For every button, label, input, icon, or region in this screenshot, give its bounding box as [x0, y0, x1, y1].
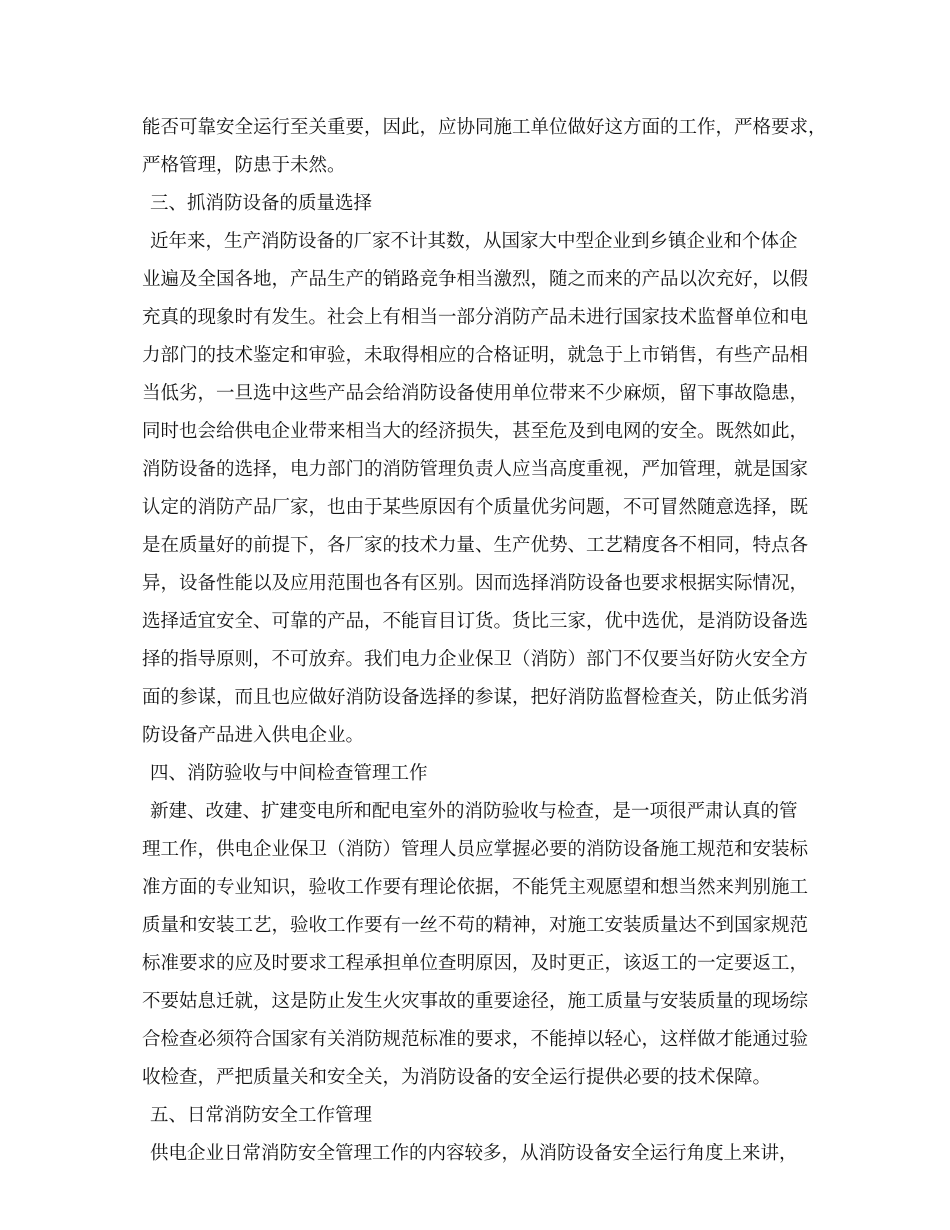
section-heading: 三、抓消防设备的质量选择	[150, 193, 373, 214]
text-line: 准方面的专业知识，验收工作要有理论依据，不能凭主观愿望和想当然来判别施工	[142, 877, 809, 898]
text-line: 选择适宜安全、可靠的产品，不能盲目订货。货比三家，优中选优，是消防设备选	[142, 611, 809, 632]
text-line: 不要姑息迁就，这是防止发生火灾事故的重要途径，施工质量与安装质量的现场综	[142, 991, 809, 1012]
text-line: 认定的消防产品厂家，也由于某些原因有个质量优劣问题，不可冒然随意选择，既	[142, 497, 809, 518]
text-line: 业遍及全国各地，产品生产的销路竞争相当激烈，随之而来的产品以次充好，以假	[142, 269, 809, 290]
text-line: 防设备产品进入供电企业。	[142, 725, 365, 746]
text-line: 是在质量好的前提下，各厂家的技术力量、生产优势、工艺精度各不相同，特点各	[142, 535, 809, 556]
section-heading: 五、日常消防安全工作管理	[150, 1105, 373, 1126]
text-line: 面的参谋，而且也应做好消防设备选择的参谋，把好消防监督检查关，防止低劣消	[142, 687, 809, 708]
text-line: 消防设备的选择，电力部门的消防管理负责人应当高度重视，严加管理，就是国家	[142, 459, 809, 480]
text-line: 收检查，严把质量关和安全关，为消防设备的安全运行提供必要的技术保障。	[142, 1067, 772, 1088]
text-line: 标准要求的应及时要求工程承担单位查明原因，及时更正，该返工的一定要返工，	[142, 953, 809, 974]
text-line: 合检查必须符合国家有关消防规范标准的要求，不能掉以轻心，这样做才能通过验	[142, 1029, 809, 1050]
text-line: 理工作，供电企业保卫（消防）管理人员应掌握必要的消防设备施工规范和安装标	[142, 839, 809, 860]
text-line: 新建、改建、扩建变电所和配电室外的消防验收与检查，是一项很严肃认真的管	[150, 801, 798, 822]
text-line: 充真的现象时有发生。社会上有相当一部分消防产品未进行国家技术监督单位和电	[142, 307, 809, 328]
text-line: 当低劣，一旦选中这些产品会给消防设备使用单位带来不少麻烦，留下事故隐患，	[142, 383, 809, 404]
text-line: 严格管理，防患于未然。	[142, 155, 346, 176]
text-line: 质量和安装工艺，验收工作要有一丝不苟的精神，对施工安装质量达不到国家规范	[142, 915, 809, 936]
text-line: 近年来，生产消防设备的厂家不计其数，从国家大中型企业到乡镇企业和个体企	[150, 231, 798, 252]
text-line: 同时也会给供电企业带来相当大的经济损失，甚至危及到电网的安全。既然如此，	[142, 421, 809, 442]
section-heading: 四、消防验收与中间检查管理工作	[150, 763, 428, 784]
text-line: 力部门的技术鉴定和审验，未取得相应的合格证明，就急于上市销售，有些产品相	[142, 345, 809, 366]
text-line: 异，设备性能以及应用范围也各有区别。因而选择消防设备也要求根据实际情况，	[142, 573, 809, 594]
text-line: 供电企业日常消防安全管理工作的内容较多，从消防设备安全运行角度上来讲，	[150, 1143, 798, 1164]
text-line: 择的指导原则，不可放弃。我们电力企业保卫（消防）部门不仅要当好防火安全方	[142, 649, 809, 670]
text-line: 能否可靠安全运行至关重要，因此，应协同施工单位做好这方面的工作，严格要求，	[142, 117, 827, 138]
